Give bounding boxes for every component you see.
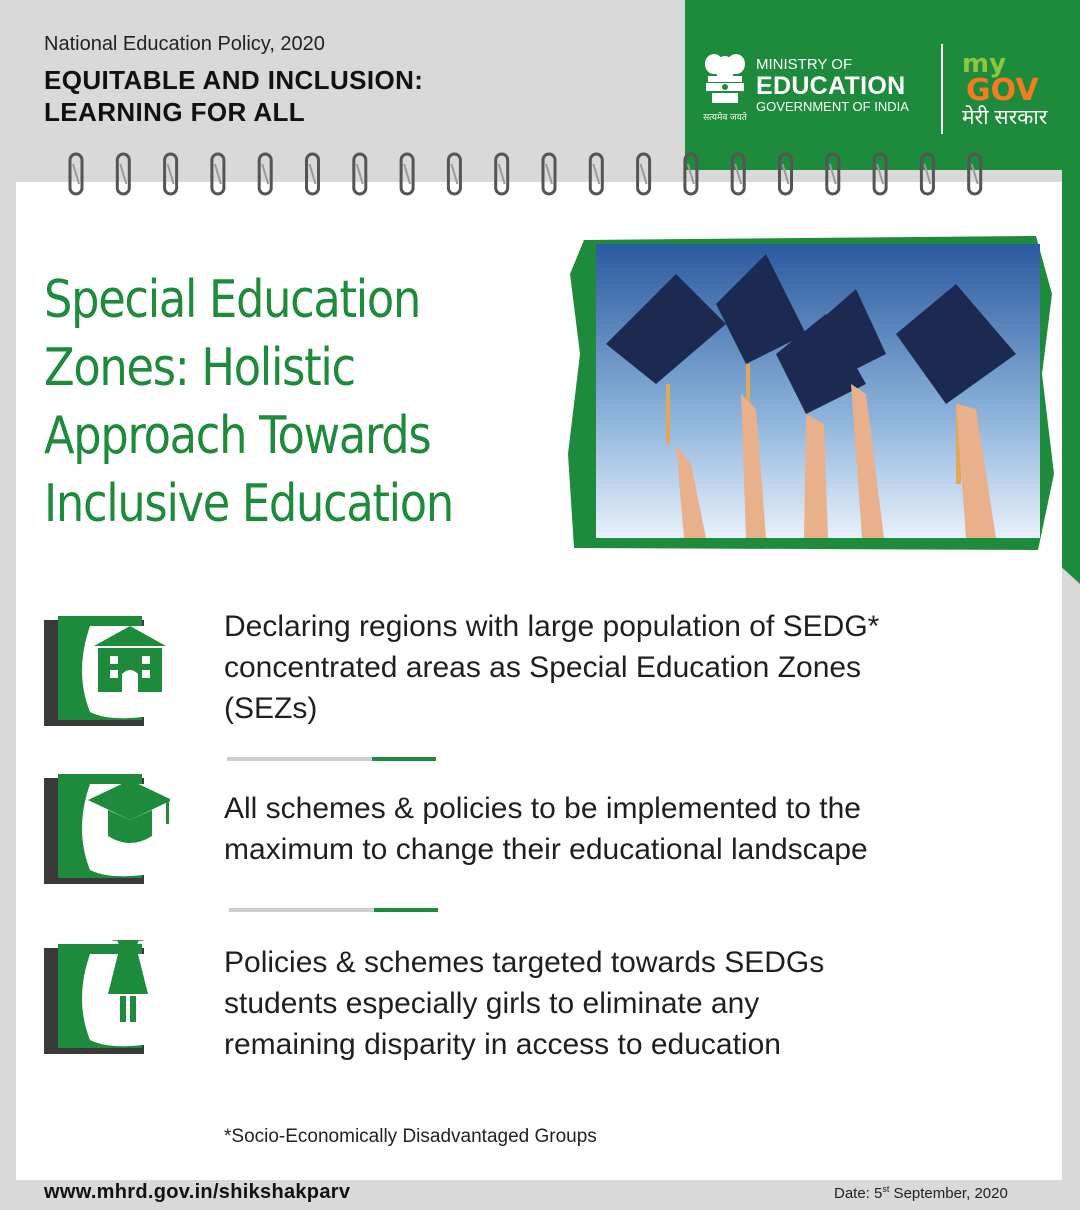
bullet-3-line-2: students especially girls to eliminate any — [224, 987, 760, 1020]
binding-ring — [496, 154, 508, 194]
graduation-cap-icon — [40, 770, 170, 888]
bullet-3-text — [224, 942, 824, 1065]
title-line-4: Inclusive Education — [44, 474, 453, 534]
bullet-3-line-3: remaining disparity in access to education — [224, 1028, 781, 1061]
title-line-3: Approach Towards — [44, 406, 431, 466]
footnote: *Socio-Economically Disadvantaged Groups — [224, 1126, 597, 1147]
separator-2 — [229, 908, 438, 912]
ministry-logo-text — [756, 56, 909, 115]
mygov-gov-text: GOV — [966, 73, 1039, 106]
binding-ring — [448, 154, 460, 194]
ministry-line-1: MINISTRY OF — [756, 56, 853, 73]
bullet-1-line-1: Declaring regions with large population of SEDG* — [224, 610, 880, 643]
binding-ring — [354, 154, 366, 194]
binding-ring — [70, 154, 82, 194]
bullet-1-line-2: concentrated areas as Special Education Zones — [224, 651, 862, 684]
binding-ring — [590, 154, 602, 194]
girl-student-icon — [40, 940, 170, 1058]
binding-ring — [827, 154, 839, 194]
page-headline — [44, 64, 423, 128]
binding-ring — [969, 154, 981, 194]
binding-ring — [165, 154, 177, 194]
ministry-line-3: GOVERNMENT OF INDIA — [756, 99, 909, 114]
policy-label: National Education Policy, 2020 — [44, 33, 325, 55]
mygov-my-text: my — [962, 50, 1007, 79]
spiral-binding — [60, 152, 990, 198]
website-url[interactable]: www.mhrd.gov.in/shikshakparv — [44, 1181, 351, 1203]
ministry-line-2: EDUCATION — [756, 72, 906, 100]
bullet-2-line-2: maximum to change their educational landscape — [224, 833, 868, 866]
mygov-logo — [962, 50, 1062, 106]
binding-ring — [874, 154, 886, 194]
headline-line-1: EQUITABLE AND INCLUSION: — [44, 65, 424, 95]
bullet-2-line-1: All schemes & policies to be implemented to the — [224, 792, 861, 825]
binding-ring — [307, 154, 319, 194]
binding-ring — [638, 154, 650, 194]
binding-ring — [543, 154, 555, 194]
title-line-2: Zones: Holistic — [44, 338, 355, 398]
binding-ring — [212, 154, 224, 194]
date-suffix: September, 2020 — [889, 1185, 1008, 1202]
headline-line-2: LEARNING FOR ALL — [44, 97, 306, 127]
emblem-caption: सत्यमेव जयते — [703, 112, 747, 122]
school-building-icon — [40, 612, 170, 730]
bullet-1-line-3: (SEZs) — [224, 692, 318, 725]
bullet-3-line-1: Policies & schemes targeted towards SEDGs — [224, 946, 825, 979]
bullet-2-text — [224, 788, 868, 870]
binding-ring — [259, 154, 271, 194]
publish-date — [834, 1184, 1008, 1202]
binding-ring — [685, 154, 697, 194]
date-prefix: Date: 5 — [834, 1185, 883, 1202]
separator-1 — [227, 757, 436, 761]
date-ordinal: st — [882, 1184, 890, 1194]
section-title — [44, 266, 491, 538]
binding-ring — [117, 154, 129, 194]
green-side-strip — [1062, 170, 1080, 584]
title-line-1: Special Education — [44, 270, 421, 330]
binding-ring — [780, 154, 792, 194]
graduation-caps-photo — [566, 234, 1056, 554]
binding-ring — [921, 154, 933, 194]
logo-divider — [941, 44, 943, 134]
binding-ring — [732, 154, 744, 194]
bullet-1-text — [224, 606, 879, 729]
mygov-hindi-tagline: मेरी सरकार — [962, 106, 1048, 129]
binding-ring — [401, 154, 413, 194]
